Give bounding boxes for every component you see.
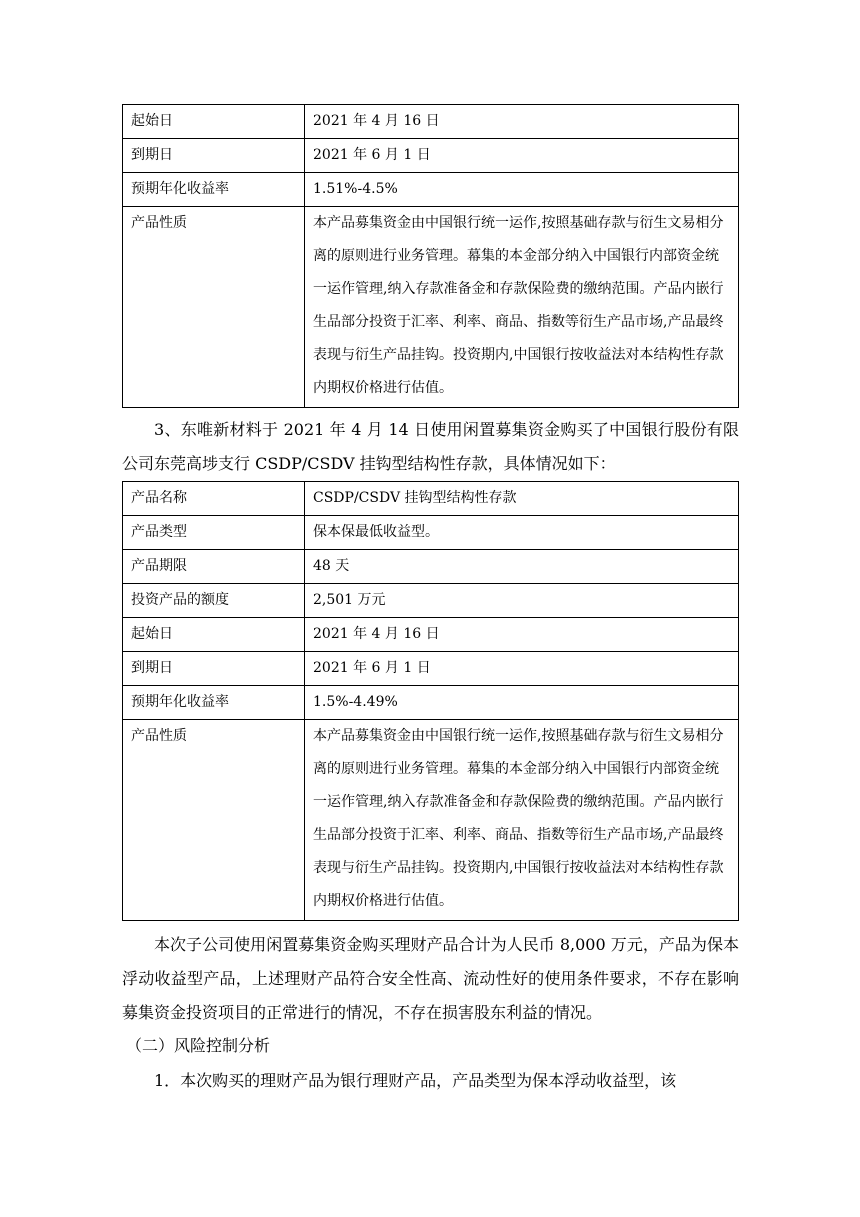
product-nature-text: 本产品募集资金由中国银行统一运作,按照基础存款与衍生文易相分离的原则进行业务管理。幕集的本金部分纳入中国银行内部资金统一运作管理,纳入存款准备金和存款保险费的缴纳范围。产品内嵌行生品部分投资于汇率、利率、商品、指数等衍生产品市场,产品最终表现与衍生产品挂钩。投资期内,中国银行按收益法对本结构性存款内期权价格进行估值。 [305, 720, 739, 921]
paragraph-3: 3、东唯新材料于 2021 年 4 月 14 日使用闲置募集资金购买了中国银行股份有限公司东莞高埗支行 CSDP/CSDV 挂钩型结构性存款，具体情况如下： [122, 420, 739, 473]
row-value: 保本保最低收益型。 [305, 516, 739, 550]
row-value: 1.51%-4.5% [305, 173, 739, 207]
table-row [123, 686, 739, 720]
row-value: 2021 年 6 月 1 日 [305, 139, 739, 173]
row-value: 2021 年 6 月 1 日 [305, 652, 739, 686]
row-label: 起始日 [123, 105, 305, 139]
product-table-1 [122, 104, 739, 408]
row-label: 到期日 [123, 139, 305, 173]
table-row [123, 652, 739, 686]
summary-paragraph: 本次子公司使用闲置募集资金购买理财产品合计为人民币 8,000 万元，产品为保本浮动收益型产品，上述理财产品符合安全性高、流动性好的使用条件要求，不存在影响募集资金投资项目的正常进行的情况，不存在损害股东利益的情况。 [122, 935, 739, 1022]
table-row [123, 105, 739, 139]
table-row [123, 516, 739, 550]
table-row [123, 207, 739, 408]
row-value: 2021 年 4 月 16 日 [305, 618, 739, 652]
table-row [123, 173, 739, 207]
row-value: 1.5%-4.49% [305, 686, 739, 720]
row-value: 48 天 [305, 550, 739, 584]
row-value: CSDP/CSDV 挂钩型结构性存款 [305, 482, 739, 516]
section-heading: （二）风险控制分析 [126, 1036, 271, 1055]
row-label: 产品期限 [123, 550, 305, 584]
list-item-1: 1．本次购买的理财产品为银行理财产品，产品类型为保本浮动收益型，该 [154, 1071, 677, 1090]
product-table-2 [122, 481, 739, 921]
row-label: 起始日 [123, 618, 305, 652]
row-label: 预期年化收益率 [123, 173, 305, 207]
row-label: 投资产品的额度 [123, 584, 305, 618]
row-label: 产品性质 [123, 207, 305, 408]
row-label: 预期年化收益率 [123, 686, 305, 720]
table-row [123, 550, 739, 584]
row-label: 到期日 [123, 652, 305, 686]
row-value: 2021 年 4 月 16 日 [305, 105, 739, 139]
table-row [123, 584, 739, 618]
table-row [123, 720, 739, 921]
row-label: 产品类型 [123, 516, 305, 550]
row-value: 2,501 万元 [305, 584, 739, 618]
table-row [123, 618, 739, 652]
row-label: 产品名称 [123, 482, 305, 516]
product-nature-text: 本产品募集资金由中国银行统一运作,按照基础存款与衍生文易相分离的原则进行业务管理。幕集的本金部分纳入中国银行内部资金统一运作管理,纳入存款准备金和存款保险费的缴纳范围。产品内嵌行生品部分投资于汇率、利率、商品、指数等衍生产品市场,产品最终表现与衍生产品挂钩。投资期内,中国银行按收益法对本结构性存款内期权价格进行估值。 [305, 207, 739, 408]
table-row [123, 482, 739, 516]
row-label: 产品性质 [123, 720, 305, 921]
table-row [123, 139, 739, 173]
